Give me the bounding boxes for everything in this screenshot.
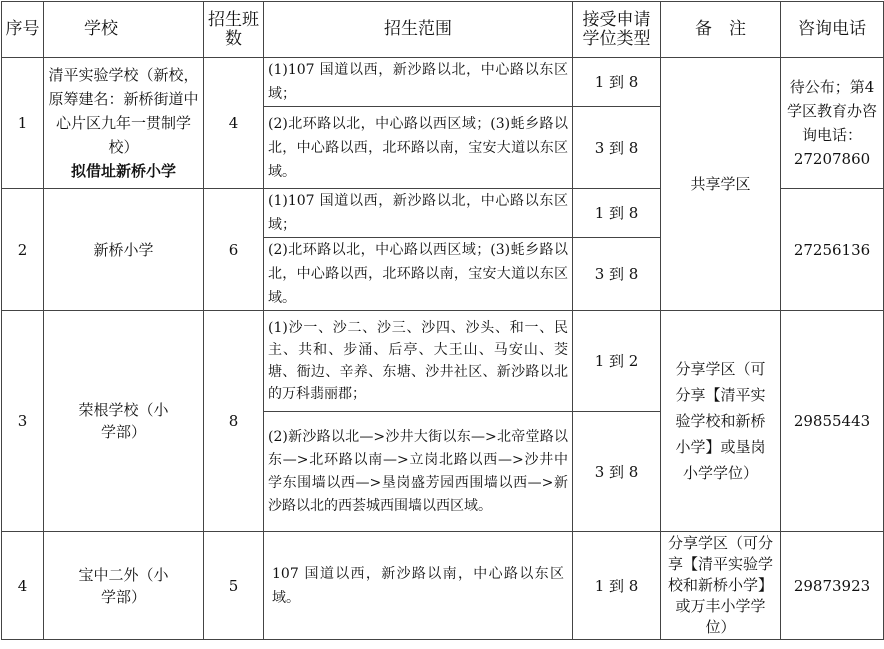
header-remark: 备 注 (661, 2, 781, 58)
header-scope: 招生范围 (264, 2, 573, 58)
header-degree-type: 接受申请学位类型 (573, 2, 661, 58)
row-scope: (2)北环路以北，中心路以西区域；(3)蚝乡路以北，中心路以西，北环路以南，宝安大道以东区域。 (264, 107, 573, 189)
row-seq: 1 (2, 58, 44, 189)
school-name: 清平实验学校（新校，原筹建名：新桥街道中心片区九年一贯制学校） (48, 66, 199, 156)
header-phone: 咨询电话 (781, 2, 884, 58)
row-grade: 3 到 8 (573, 238, 661, 311)
header-row (2, 2, 884, 58)
row-phone: 27256136 (781, 189, 884, 311)
header-seq: 序号 (2, 2, 44, 58)
table-row (2, 532, 884, 640)
table-row (2, 311, 884, 412)
row-school (44, 58, 204, 189)
row-classes: 8 (204, 311, 264, 532)
row-classes: 5 (204, 532, 264, 640)
row-grade: 1 到 2 (573, 311, 661, 412)
header-classes: 招生班数 (204, 2, 264, 58)
row-grade: 1 到 8 (573, 189, 661, 238)
header-school: 学校 (44, 2, 204, 58)
row-seq: 2 (2, 189, 44, 311)
row-grade: 3 到 8 (573, 412, 661, 532)
row-classes: 4 (204, 58, 264, 189)
row-school: 新桥小学 (44, 189, 204, 311)
row-grade: 1 到 8 (573, 532, 661, 640)
row-scope: (2)新沙路以北—>沙井大街以东—>北帝堂路以东—>北环路以南—>立岗北路以西—>沙井中学东围墙以西—>垦岗盛芳园西围墙以西—>新沙路以北的西荟城西围墙以西区域。 (264, 412, 573, 532)
row-seq: 3 (2, 311, 44, 532)
row-scope: (1)沙一、沙二、沙三、沙四、沙头、和一、民主、共和、步涌、后亭、大王山、马安山、茭塘、衙边、辛养、东塘、沙井社区、新沙路以北的万科翡丽郡； (264, 311, 573, 412)
school-note: 拟借址新桥小学 (70, 162, 176, 180)
table-row (2, 58, 884, 107)
row-scope: (1)107 国道以西，新沙路以北，中心路以东区域； (264, 58, 573, 107)
row-seq: 4 (2, 532, 44, 640)
row-remark: 分享学区（可分享【清平实验学校和新桥小学】或垦岗小学学位） (661, 311, 781, 532)
row-phone: 29873923 (781, 532, 884, 640)
row-school: 宝中二外（小学部） (44, 532, 204, 640)
row-scope: (1)107 国道以西，新沙路以北，中心路以东区域； (264, 189, 573, 238)
row-phone: 29855443 (781, 311, 884, 532)
shared-remark: 共享学区 (661, 58, 781, 311)
row-phone: 待公布；第4 学区教育办咨询电话：27207860 (781, 58, 884, 189)
row-remark: 分享学区（可分享【清平实验学校和新桥小学】或万丰小学学位） (661, 532, 781, 640)
row-scope: (2)北环路以北，中心路以西区域；(3)蚝乡路以北，中心路以西，北环路以南，宝安大道以东区域。 (264, 238, 573, 311)
row-classes: 6 (204, 189, 264, 311)
row-grade: 1 到 8 (573, 58, 661, 107)
row-scope: 107 国道以西，新沙路以南，中心路以东区域。 (264, 532, 573, 640)
enrollment-table (1, 1, 884, 640)
row-grade: 3 到 8 (573, 107, 661, 189)
row-school: 荣根学校（小学部） (44, 311, 204, 532)
